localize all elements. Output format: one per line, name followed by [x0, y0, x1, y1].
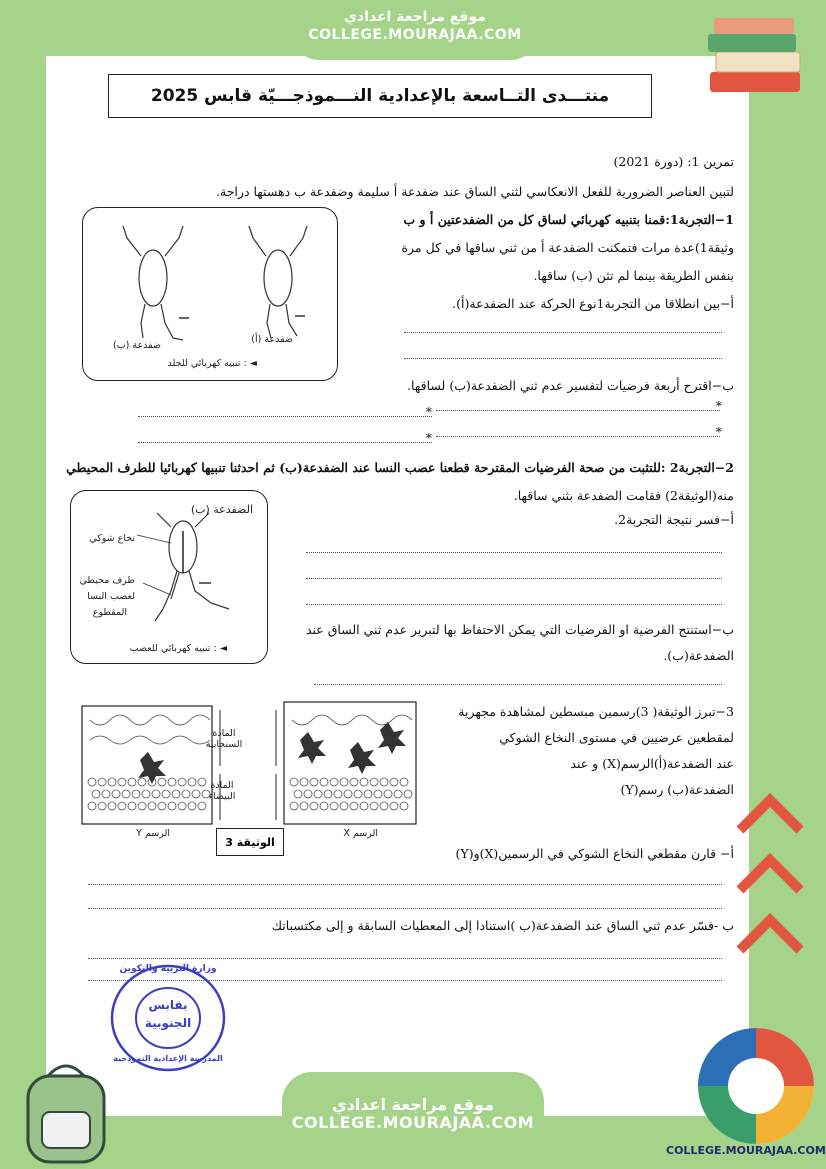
cell-mark [168, 778, 176, 786]
cell-mark [122, 790, 130, 798]
answer-line[interactable] [404, 332, 722, 333]
cell-mark [98, 778, 106, 786]
exp1-question-a: أ−بين انطلاقا من التجربة1نوع الحركة عند الضفدعة(أ). [452, 296, 734, 311]
answer-line[interactable] [306, 578, 722, 579]
cell-mark [128, 802, 136, 810]
exp1-line2: وثيقة1)عدة مرات فتمكنت الضفدعة أ من ثني ساقها في كل مرة [401, 240, 734, 255]
cell-mark [350, 802, 358, 810]
cell-mark [152, 790, 160, 798]
cell-mark [360, 802, 368, 810]
cell-mark [364, 790, 372, 798]
cell-mark [138, 802, 146, 810]
cell-mark [294, 790, 302, 798]
doc2-legend: ◄ : تنبيه كهربائي للعصب [129, 643, 227, 654]
cell-mark [290, 802, 298, 810]
answer-line[interactable] [436, 410, 720, 411]
label-nerve-line1: طرف محيطي [79, 575, 135, 586]
cell-mark [310, 778, 318, 786]
bullet: * [425, 430, 432, 445]
cell-mark [320, 778, 328, 786]
cell-mark [354, 790, 362, 798]
stamp-center-line2: الجنوبية [144, 1016, 192, 1030]
exercise-heading: تمرين 1: (دورة 2021) [613, 154, 734, 169]
spinal-sections-drawing [80, 700, 460, 830]
cell-mark [350, 778, 358, 786]
answer-line[interactable] [88, 884, 722, 885]
cell-mark [304, 790, 312, 798]
cell-mark [404, 790, 412, 798]
site-name: موقع مراجعة اعدادي [344, 9, 486, 25]
answer-line[interactable] [88, 958, 722, 959]
drawing-x-label: الرسم X [343, 828, 378, 839]
exp1-question-b: ب−اقترح أربعة فرضيات لتفسير عدم ثني الضفدعة(ب) لساقها. [407, 378, 734, 393]
cell-mark [148, 802, 156, 810]
cell-mark [182, 790, 190, 798]
cell-mark [380, 778, 388, 786]
cell-mark [334, 790, 342, 798]
part3-question-b: ب -فسّر عدم ثني الساق عند الضفدعة(ب )استنادا إلى المعطيات السابقة و إلى مكتسباتك [271, 918, 734, 933]
site-banner-bottom[interactable] [282, 1072, 544, 1152]
doc2-title: الضفدعة (ب) [190, 503, 253, 516]
site-domain: COLLEGE.MOURAJAA.COM [308, 27, 522, 43]
label-nerve-line3: المقطوع [92, 607, 127, 618]
cell-mark [128, 778, 136, 786]
cell-mark [320, 802, 328, 810]
stamp-center-line1: بقابس [148, 998, 188, 1012]
answer-line[interactable] [306, 552, 722, 553]
cell-mark [324, 790, 332, 798]
label-spinal-cord: نخاع شوكي [89, 533, 135, 544]
chevron-up-icons [730, 790, 810, 1000]
exp2-question-b-line1: ب−استنتج الفرضية او الفرضيات التي يمكن الاحتفاظ بها لتبرير عدم ثني الساق عند [305, 622, 734, 637]
cell-mark [330, 778, 338, 786]
cell-mark [178, 802, 186, 810]
bullet: * [715, 424, 722, 439]
cell-mark [188, 802, 196, 810]
cell-mark [168, 802, 176, 810]
cell-mark [188, 778, 196, 786]
bullet: * [425, 404, 432, 419]
exp1-line1: 1−التجربة1:قمنا بتنبيه كهربائي لساق كل من الضفدعتين أ و ب [403, 212, 734, 227]
cell-mark [178, 778, 186, 786]
cell-mark [310, 802, 318, 810]
exp2-question-b-line2: الضفدعة(ب). [663, 648, 734, 663]
cell-mark [118, 802, 126, 810]
cell-mark [88, 778, 96, 786]
frogs-drawing [83, 208, 337, 380]
part3-question-a: أ− قارن مقطعي النخاع الشوكي في الرسمين(X)و(Y) [455, 846, 734, 861]
cell-mark [102, 790, 110, 798]
answer-line[interactable] [314, 684, 722, 685]
cell-mark [300, 802, 308, 810]
cell-mark [400, 778, 408, 786]
site-name: موقع مراجعة اعدادي [331, 1095, 495, 1114]
cell-mark [400, 802, 408, 810]
stamp-bottom-text: المدرسة الإعدادية النموذجية [113, 1054, 223, 1063]
label-white-matter: المادة البيضاء [208, 780, 236, 802]
cell-mark [108, 802, 116, 810]
cell-mark [374, 790, 382, 798]
cell-mark [92, 790, 100, 798]
cell-mark [384, 790, 392, 798]
answer-line[interactable] [404, 358, 722, 359]
answer-line[interactable] [138, 416, 432, 417]
cell-mark [370, 778, 378, 786]
frog-b-label: ضفدعة (ب) [113, 340, 161, 351]
cell-mark [300, 778, 308, 786]
cell-mark [390, 802, 398, 810]
part3-line2: لمقطعين عرضيين في مستوى النخاع الشوكي [499, 730, 734, 745]
cell-mark [118, 778, 126, 786]
exp2-line2: منه(الوثيقة2) فقامت الضفدعة بثني ساقها. [513, 488, 734, 503]
label-gray-matter: المادة السنجابية [205, 728, 243, 750]
cell-mark [360, 778, 368, 786]
exp2-line1: 2−التجربة2 :للتثبت من صحة الفرضيات المقترحة قطعنا عصب النسا عند الضفدعة(ب) ثم احدثنا تنبيها كهربائيا للطرف المحيطي [66, 460, 734, 475]
answer-line[interactable] [436, 436, 720, 437]
cell-mark [142, 790, 150, 798]
cell-mark [138, 778, 146, 786]
cell-mark [370, 802, 378, 810]
page-title: منتـــدى التــاسعة بالإعدادية النـــموذجـــيّة قابس 2025 [108, 74, 652, 118]
answer-line[interactable] [88, 908, 722, 909]
site-logo-text[interactable]: COLLEGE.MOURAJAA.COM [666, 1144, 826, 1157]
part3-line4: الضفدعة(ب) رسم(Y) [620, 782, 734, 797]
cell-mark [390, 778, 398, 786]
stamp-ring-text: وزارة التربية والتكوين [119, 964, 217, 974]
document-1-figure [82, 207, 338, 381]
cell-mark [198, 802, 206, 810]
drawing-y-label: الرسم Y [136, 828, 170, 839]
school-stamp [108, 962, 228, 1074]
frog-a-label: ضفدعة (أ) [251, 334, 293, 345]
cell-mark [330, 802, 338, 810]
bullet: * [715, 398, 722, 413]
cell-mark [162, 790, 170, 798]
cell-mark [340, 778, 348, 786]
answer-line[interactable] [306, 604, 722, 605]
cell-mark [340, 802, 348, 810]
cell-mark [380, 802, 388, 810]
exp1-line3: بنفس الطريقة بينما لم تثن (ب) ساقها. [533, 268, 734, 283]
cell-mark [344, 790, 352, 798]
doc1-legend: ◄ : تنبيه كهربائي للجلد [167, 358, 257, 369]
document-3-figure [80, 700, 460, 860]
site-domain: COLLEGE.MOURAJAA.COM [291, 1113, 535, 1132]
cell-mark [88, 802, 96, 810]
cell-mark [158, 778, 166, 786]
books-icon [700, 12, 810, 102]
exp2-question-a: أ−فسر نتيجة التجربة2. [614, 512, 734, 527]
cell-mark [98, 802, 106, 810]
site-logo-icon [694, 1024, 818, 1148]
exercise-intro: لتبين العناصر الضرورية للفعل الانعكاسي لثني الساق عند ضفدعة أ سليمة وضفدعة ب دهستها دراجة. [216, 184, 734, 199]
cell-mark [290, 778, 298, 786]
cell-mark [112, 790, 120, 798]
document-3-caption: الوثيقة 3 [216, 828, 284, 856]
cell-mark [108, 778, 116, 786]
answer-line[interactable] [138, 442, 432, 443]
backpack-icon [18, 1056, 114, 1166]
cell-mark [394, 790, 402, 798]
cell-mark [172, 790, 180, 798]
label-nerve-line2: لعصب النسا [87, 591, 135, 602]
cell-mark [314, 790, 322, 798]
site-banner-top[interactable] [290, 0, 540, 60]
part3-line3: عند الضفدعة(أ)الرسم(X) و عند [570, 756, 734, 771]
cell-mark [158, 802, 166, 810]
part3-line1: 3−تبرز الوثيقة( 3)رسمين مبسطين لمشاهدة مجهرية [458, 704, 734, 719]
cell-mark [132, 790, 140, 798]
document-2-figure [70, 490, 268, 664]
